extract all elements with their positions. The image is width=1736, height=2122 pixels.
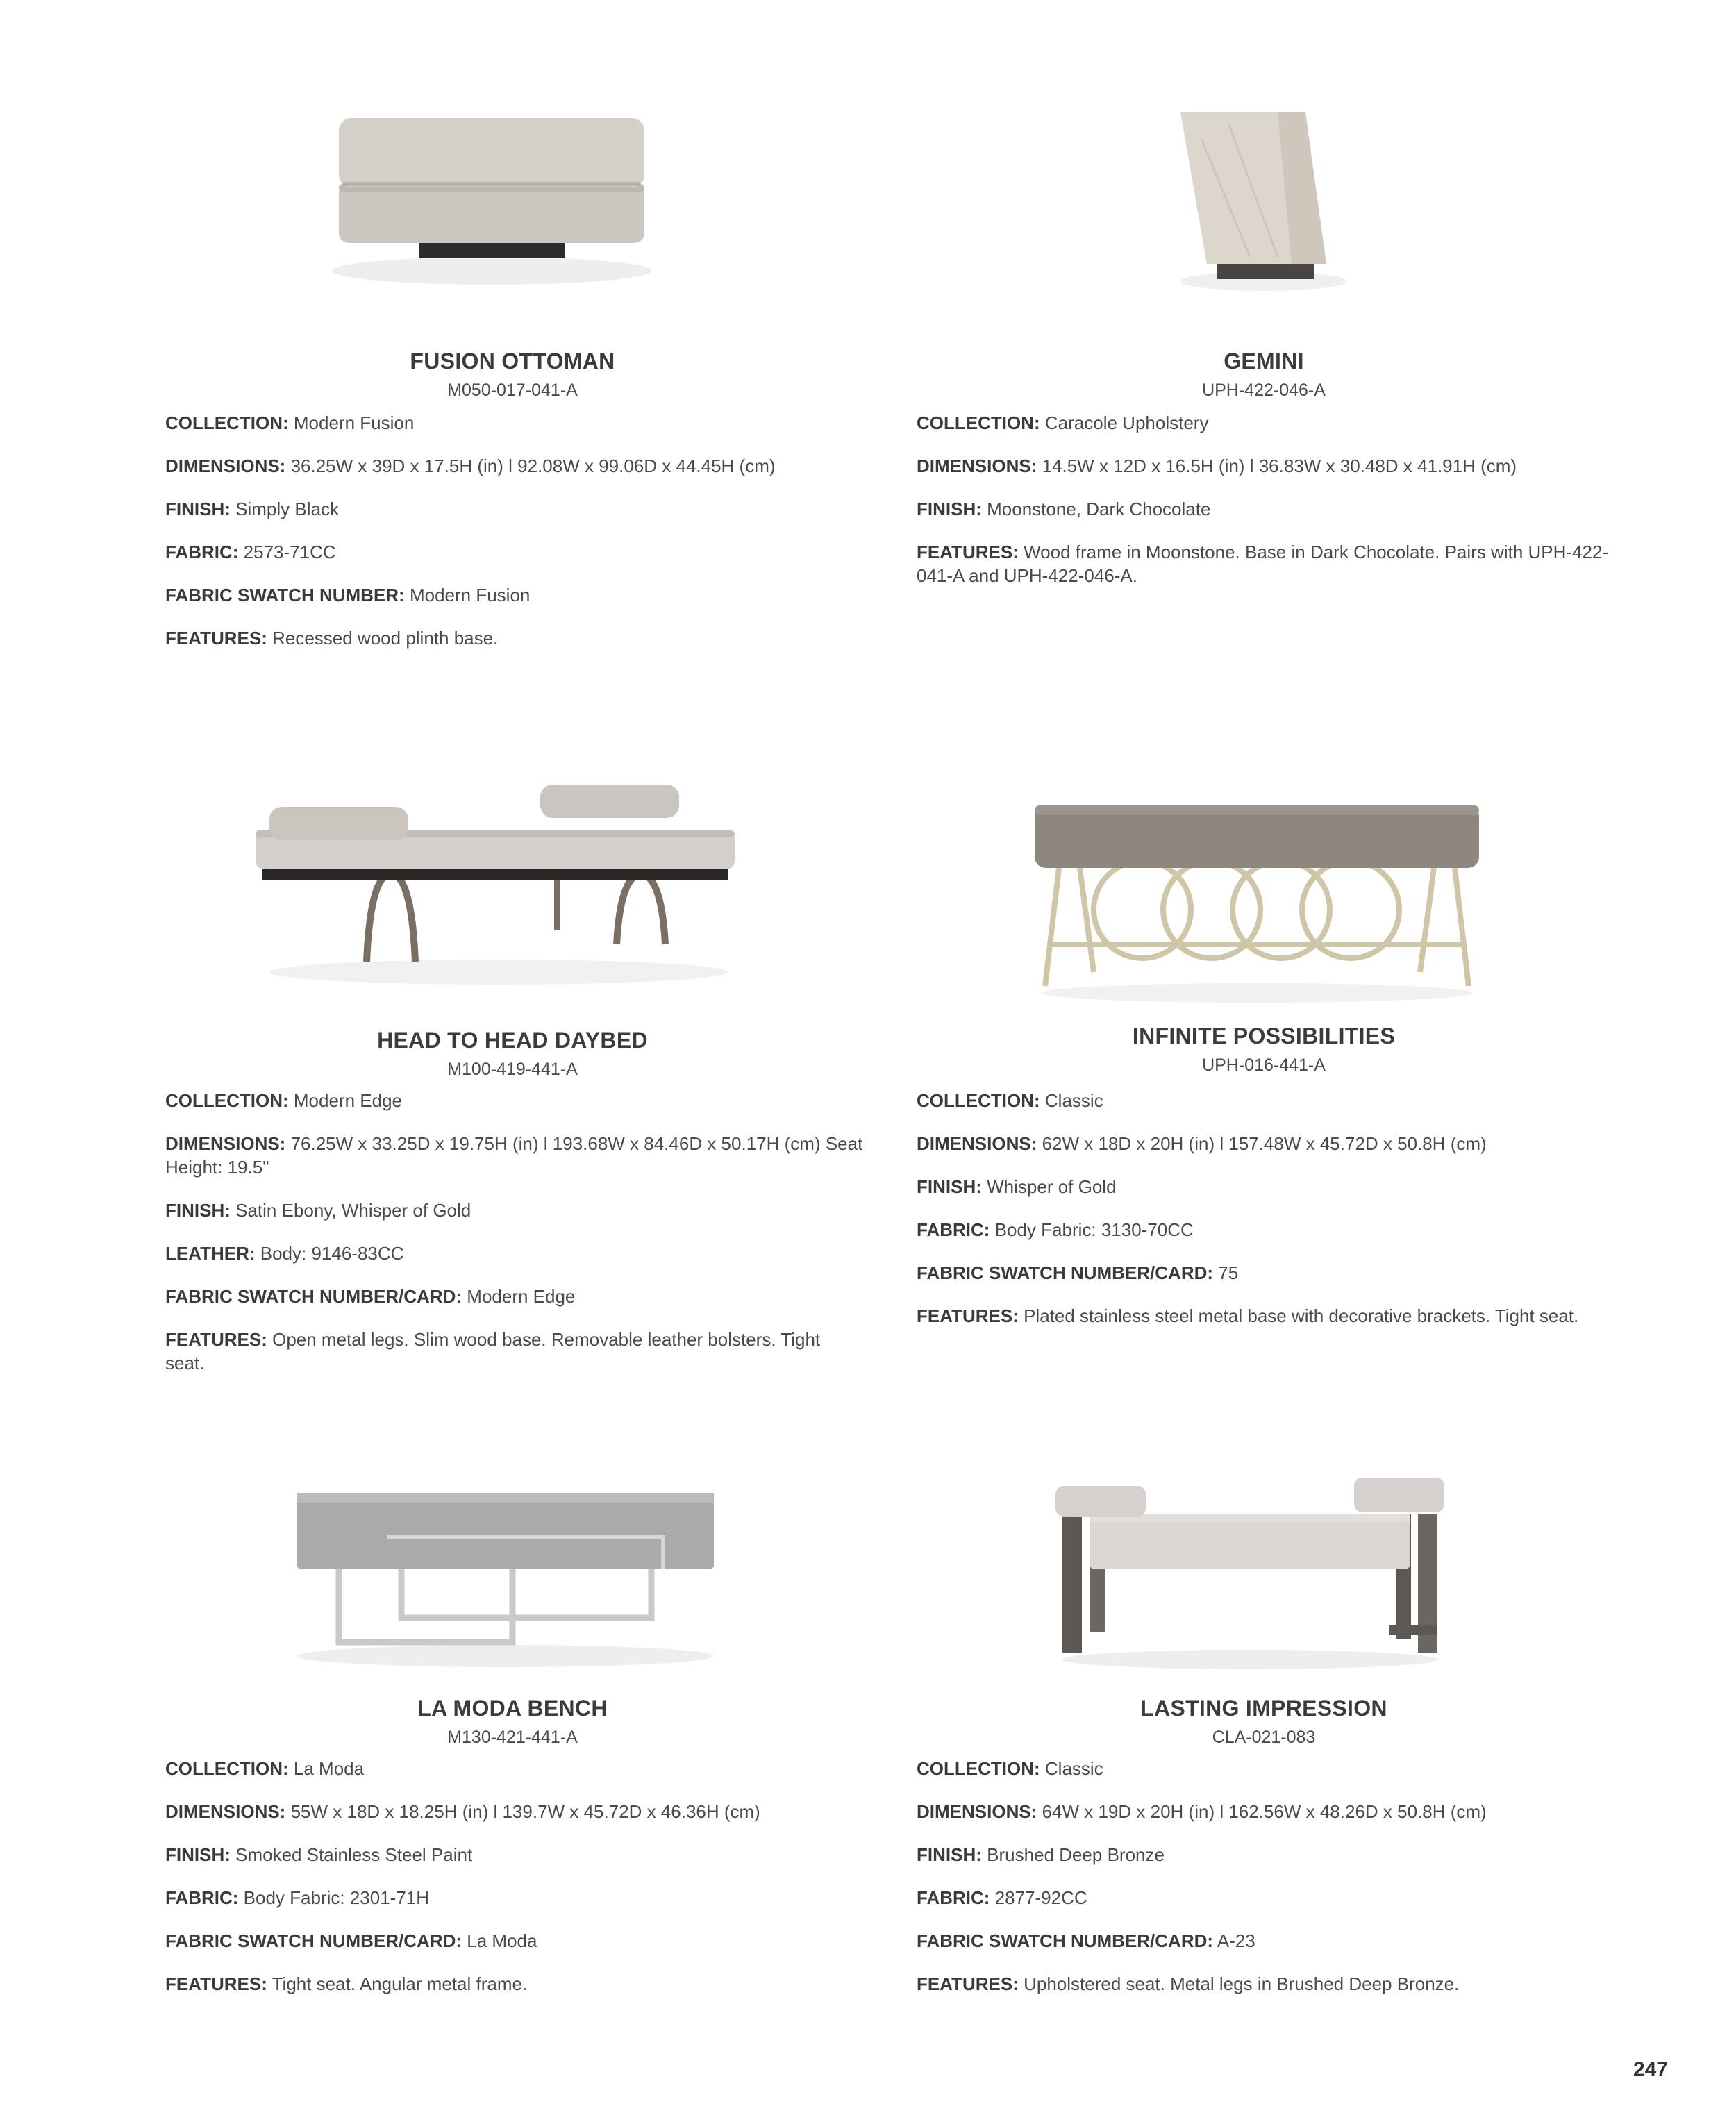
product-image-la-moda-bench — [283, 1465, 714, 1673]
spec-finish: FINISH: Simply Black — [165, 499, 339, 519]
product-card-la-moda-bench — [165, 1465, 860, 2062]
spec-fabric: FABRIC: 2877-92CC — [917, 1887, 1087, 1908]
product-card-infinite-possibilities — [917, 778, 1611, 1389]
spec-leather: LEATHER: Body: 9146-83CC — [165, 1243, 404, 1264]
product-name: FUSION OTTOMAN — [410, 349, 615, 374]
spec-dimensions: DIMENSIONS: 36.25W x 39D x 17.5H (in) l 92.08W x 99.06D x 44.45H (cm) — [165, 456, 776, 476]
product-image-infinite-possibilities — [1031, 799, 1483, 1007]
product-card-lasting-impression — [917, 1465, 1611, 2062]
product-code: M050-017-041-A — [447, 381, 578, 400]
spec-finish: FINISH: Satin Ebony, Whisper of Gold — [165, 1200, 471, 1221]
spec-list — [917, 411, 1611, 607]
spec-features: FEATURES: Wood frame in Moonstone. Base in Dark Chocolate. Pairs with UPH-422-041-A and UPH-422-046-A. — [917, 542, 1609, 586]
product-image-gemini — [1153, 97, 1375, 299]
product-image-fusion-ottoman — [318, 97, 665, 292]
spec-fabric-swatch: FABRIC SWATCH NUMBER/CARD: Modern Edge — [165, 1286, 576, 1307]
product-code: UPH-422-046-A — [1202, 381, 1326, 400]
spec-fabric: FABRIC: Body Fabric: 2301-71H — [165, 1887, 430, 1908]
spec-list — [165, 1089, 863, 1394]
spec-list — [165, 1757, 860, 2015]
spec-collection: COLLECTION: Classic — [917, 1758, 1103, 1779]
product-card-head-to-head-daybed — [165, 778, 863, 1389]
spec-dimensions: DIMENSIONS: 62W x 18D x 20H (in) l 157.48W x 45.72D x 50.8H (cm) — [917, 1133, 1487, 1154]
page-number: 247 — [1633, 2058, 1668, 2081]
spec-features: FEATURES: Plated stainless steel metal base with decorative brackets. Tight seat. — [917, 1305, 1579, 1326]
spec-finish: FINISH: Brushed Deep Bronze — [917, 1844, 1165, 1865]
spec-collection: COLLECTION: Caracole Upholstery — [917, 412, 1209, 433]
product-name: INFINITE POSSIBILITIES — [1132, 1024, 1396, 1049]
spec-dimensions: DIMENSIONS: 64W x 19D x 20H (in) l 162.56W x 48.26D x 50.8H (cm) — [917, 1801, 1487, 1822]
spec-list — [917, 1089, 1611, 1347]
product-code: UPH-016-441-A — [1202, 1055, 1326, 1075]
spec-fabric-swatch: FABRIC SWATCH NUMBER: Modern Fusion — [165, 585, 531, 605]
spec-finish: FINISH: Moonstone, Dark Chocolate — [917, 499, 1211, 519]
spec-fabric-swatch: FABRIC SWATCH NUMBER/CARD: 75 — [917, 1262, 1239, 1283]
spec-list — [917, 1757, 1611, 2015]
spec-collection: COLLECTION: La Moda — [165, 1758, 365, 1779]
product-code: M130-421-441-A — [447, 1728, 578, 1747]
spec-features: FEATURES: Recessed wood plinth base. — [165, 628, 499, 649]
product-image-head-to-head-daybed — [249, 778, 749, 993]
product-name: HEAD TO HEAD DAYBED — [377, 1028, 648, 1053]
spec-list — [165, 411, 860, 669]
spec-dimensions: DIMENSIONS: 76.25W x 33.25D x 19.75H (in) l 193.68W x 84.46D x 50.17H (cm) Seat Height: 19.5" — [165, 1133, 863, 1178]
product-name: LA MODA BENCH — [417, 1696, 608, 1721]
product-code: CLA-021-083 — [1212, 1728, 1316, 1747]
spec-dimensions: DIMENSIONS: 14.5W x 12D x 16.5H (in) l 36.83W x 30.48D x 41.91H (cm) — [917, 456, 1517, 476]
product-card-fusion-ottoman — [165, 97, 860, 667]
spec-fabric: FABRIC: Body Fabric: 3130-70CC — [917, 1219, 1194, 1240]
product-card-gemini — [917, 97, 1611, 667]
spec-finish: FINISH: Smoked Stainless Steel Paint — [165, 1844, 473, 1865]
spec-features: FEATURES: Open metal legs. Slim wood base. Removable leather bolsters. Tight seat. — [165, 1329, 821, 1373]
product-name: GEMINI — [1224, 349, 1304, 374]
spec-features: FEATURES: Tight seat. Angular metal frame. — [165, 1973, 528, 1994]
spec-features: FEATURES: Upholstered seat. Metal legs in Brushed Deep Bronze. — [917, 1973, 1460, 1994]
spec-fabric-swatch: FABRIC SWATCH NUMBER/CARD: A-23 — [917, 1930, 1255, 1951]
product-name: LASTING IMPRESSION — [1140, 1696, 1387, 1721]
spec-collection: COLLECTION: Modern Edge — [165, 1090, 402, 1111]
spec-fabric-swatch: FABRIC SWATCH NUMBER/CARD: La Moda — [165, 1930, 537, 1951]
spec-dimensions: DIMENSIONS: 55W x 18D x 18.25H (in) l 139.7W x 45.72D x 46.36H (cm) — [165, 1801, 760, 1822]
spec-fabric: FABRIC: 2573-71CC — [165, 542, 336, 562]
spec-collection: COLLECTION: Modern Fusion — [165, 412, 415, 433]
spec-finish: FINISH: Whisper of Gold — [917, 1176, 1117, 1197]
spec-collection: COLLECTION: Classic — [917, 1090, 1103, 1111]
product-code: M100-419-441-A — [447, 1060, 578, 1079]
product-image-lasting-impression — [1049, 1465, 1451, 1673]
